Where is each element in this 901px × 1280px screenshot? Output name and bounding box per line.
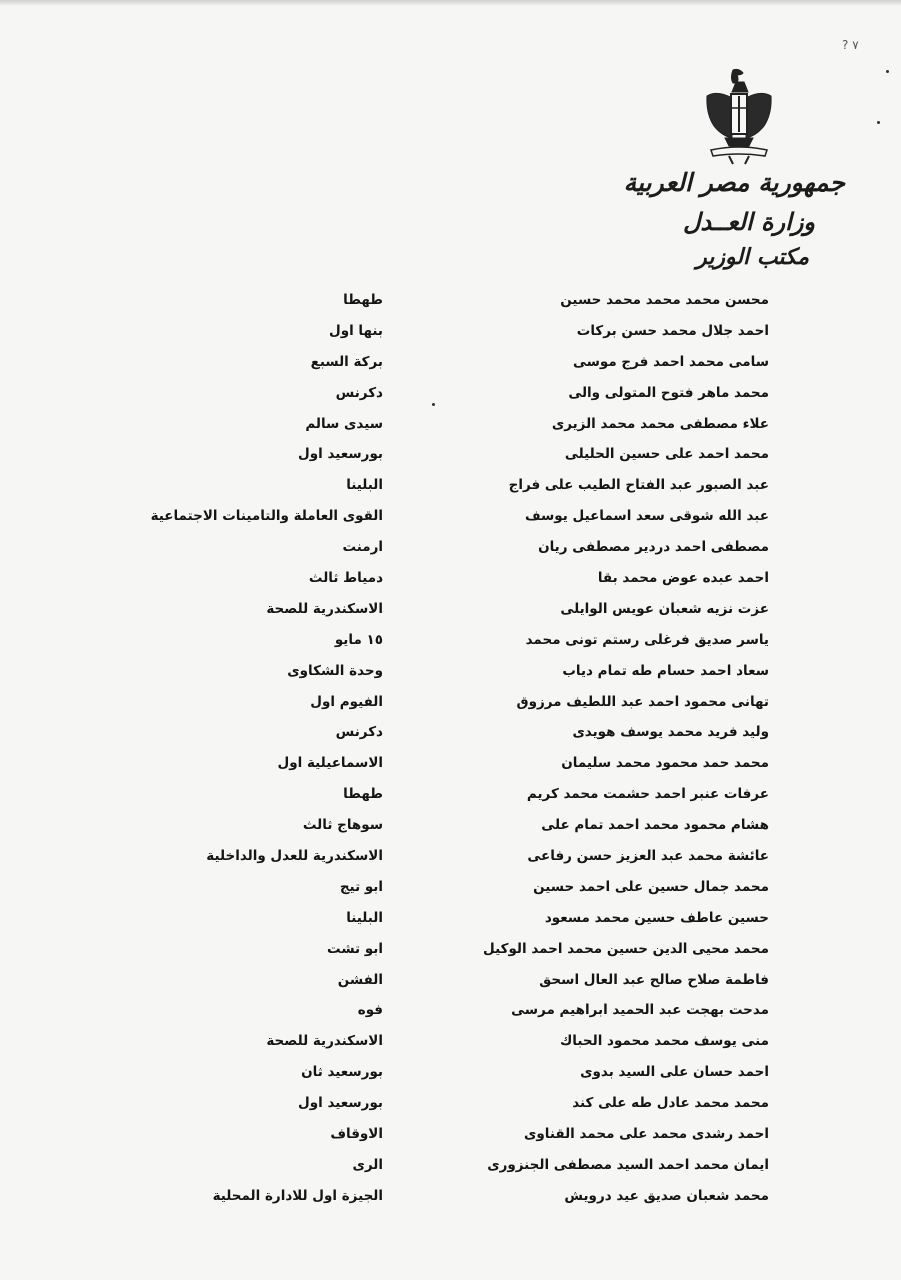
assigned-location: بورسعيد اول [298,1095,383,1112]
list-row [0,995,901,1026]
list-row [0,934,901,965]
ministry-heading: وزارة العــدل [682,207,815,236]
person-name: احمد حسان على السيد بدوى [580,1064,769,1081]
list-row [0,1181,901,1212]
assigned-location: دكرنس [335,724,383,741]
scan-speck [877,121,880,124]
person-name: محمد شعبان صديق عيد درويش [564,1187,769,1204]
assigned-location: سوهاج ثالث [302,817,383,834]
list-row [0,965,901,996]
list-row [0,285,901,316]
person-name: محمد احمد على حسين الحليلى [564,446,769,463]
person-name: هشام محمود محمد احمد تمام على [541,817,769,834]
person-name: عزت نزيه شعبان عويس الوايلى [560,600,769,617]
person-name: حسين عاطف حسين محمد مسعود [544,909,769,926]
assigned-location: بورسعيد ثان [301,1064,383,1081]
assigned-location: ١٥ مايو [334,631,383,648]
person-name: محسن محمد محمد محمد حسين [560,292,769,308]
list-row [0,1088,901,1119]
assigned-location: دكرنس [335,384,383,401]
assigned-location: الفشن [337,971,383,988]
assigned-location: الرى [352,1156,383,1173]
assigned-location: القوى العاملة والتامينات الاجتماعية [150,508,383,525]
list-row [0,625,901,656]
assigned-location: الجيزة اول للادارة المحلية [212,1187,383,1204]
assigned-location: طهطا [343,292,383,308]
list-row [0,1057,901,1088]
list-row [0,717,901,748]
list-row [0,594,901,625]
assigned-location: الاسكندرية للصحة [266,600,383,617]
person-name: منى يوسف محمد محمود الحباك [559,1033,769,1050]
list-row [0,903,901,934]
assigned-location: الاسكندرية للصحة [266,1033,383,1050]
person-name: عائشة محمد عبد العزيز حسن رفاعى [527,848,769,865]
person-name: احمد جلال محمد حسن بركات [576,322,769,339]
list-row [0,748,901,779]
person-name: احمد عبده عوض محمد بقا [597,570,769,587]
list-row [0,409,901,440]
assigned-location: الاسكندرية للعدل والداخلية [206,848,383,865]
country-heading: جمهورية مصر العربية [623,168,845,197]
list-row [0,501,901,532]
scan-speck [886,70,889,73]
assigned-location: بورسعيد اول [298,446,383,463]
list-row [0,779,901,810]
list-row [0,1026,901,1057]
list-row [0,347,901,378]
person-name: محمد حمد محمود محمد سليمان [561,755,769,772]
person-name: تهانى محمود احمد عبد اللطيف مرزوق [516,693,769,710]
list-row [0,656,901,687]
list-row [0,1150,901,1181]
person-name: محمد جمال حسين على احمد حسين [533,878,769,895]
person-name: مصطفى احمد دردير مصطفى ريان [538,539,769,556]
list-row [0,439,901,470]
assigned-location: البلينا [346,477,383,494]
person-name: وليد فريد محمد يوسف هويدى [572,724,769,741]
assigned-location: سيدى سالم [305,415,383,432]
person-name: محمد ماهر فتوح المتولى والى [568,384,769,401]
list-row [0,563,901,594]
list-row [0,687,901,718]
assigned-location: ابو تيج [339,878,383,895]
assigned-location: ارمنت [342,539,383,556]
person-name: ياسر صديق فرغلى رستم تونى محمد [525,631,769,648]
person-name: عبد الصبور عبد الفتاح الطيب على فراج [508,477,769,494]
person-name: سامى محمد احمد فرج موسى [572,353,769,370]
assigned-location: فوه [357,1002,383,1019]
person-name: محمد محمد عادل طه على كند [572,1095,769,1112]
assigned-location: طهطا [343,786,383,803]
list-row [0,532,901,563]
eagle-emblem-icon [703,68,775,166]
person-name: محمد محيى الدين حسين محمد احمد الوكيل [483,940,769,957]
assigned-location: الاوقاف [330,1126,383,1143]
person-name: عرفات عنبر احمد حشمت محمد كريم [526,786,769,803]
assigned-location: وحدة الشكاوى [287,662,383,679]
assigned-location: الفيوم اول [310,693,383,710]
person-name: علاء مصطفى محمد محمد الزيرى [551,415,769,432]
person-name: مدحت بهجت عبد الحميد ابراهيم مرسى [511,1002,769,1019]
assigned-location: البلينا [346,909,383,926]
list-row [0,841,901,872]
person-name: ايمان محمد احمد السيد مصطفى الجنزورى [487,1156,769,1173]
assigned-location: دمياط ثالث [308,570,383,587]
corner-mark: ? ٧ [842,38,859,52]
list-row [0,810,901,841]
list-row [0,872,901,903]
assigned-location: ابو تشت [327,940,383,957]
list-row [0,470,901,501]
scan-top-edge [0,0,901,6]
list-row [0,316,901,347]
person-name: فاطمة صلاح صالح عبد العال اسحق [539,971,769,988]
assigned-location: الاسماعيلية اول [277,755,383,772]
person-name: سعاد احمد حسام طه تمام دياب [562,662,769,679]
person-name: عبد الله شوقى سعد اسماعيل يوسف [524,508,769,525]
assigned-location: بنها اول [329,322,383,339]
names-list [0,285,901,1212]
list-row [0,378,901,409]
office-heading: مكتب الوزير [696,244,809,270]
person-name: احمد رشدى محمد على محمد القناوى [524,1126,769,1143]
assigned-location: بركة السبع [310,353,383,370]
list-row [0,1119,901,1150]
